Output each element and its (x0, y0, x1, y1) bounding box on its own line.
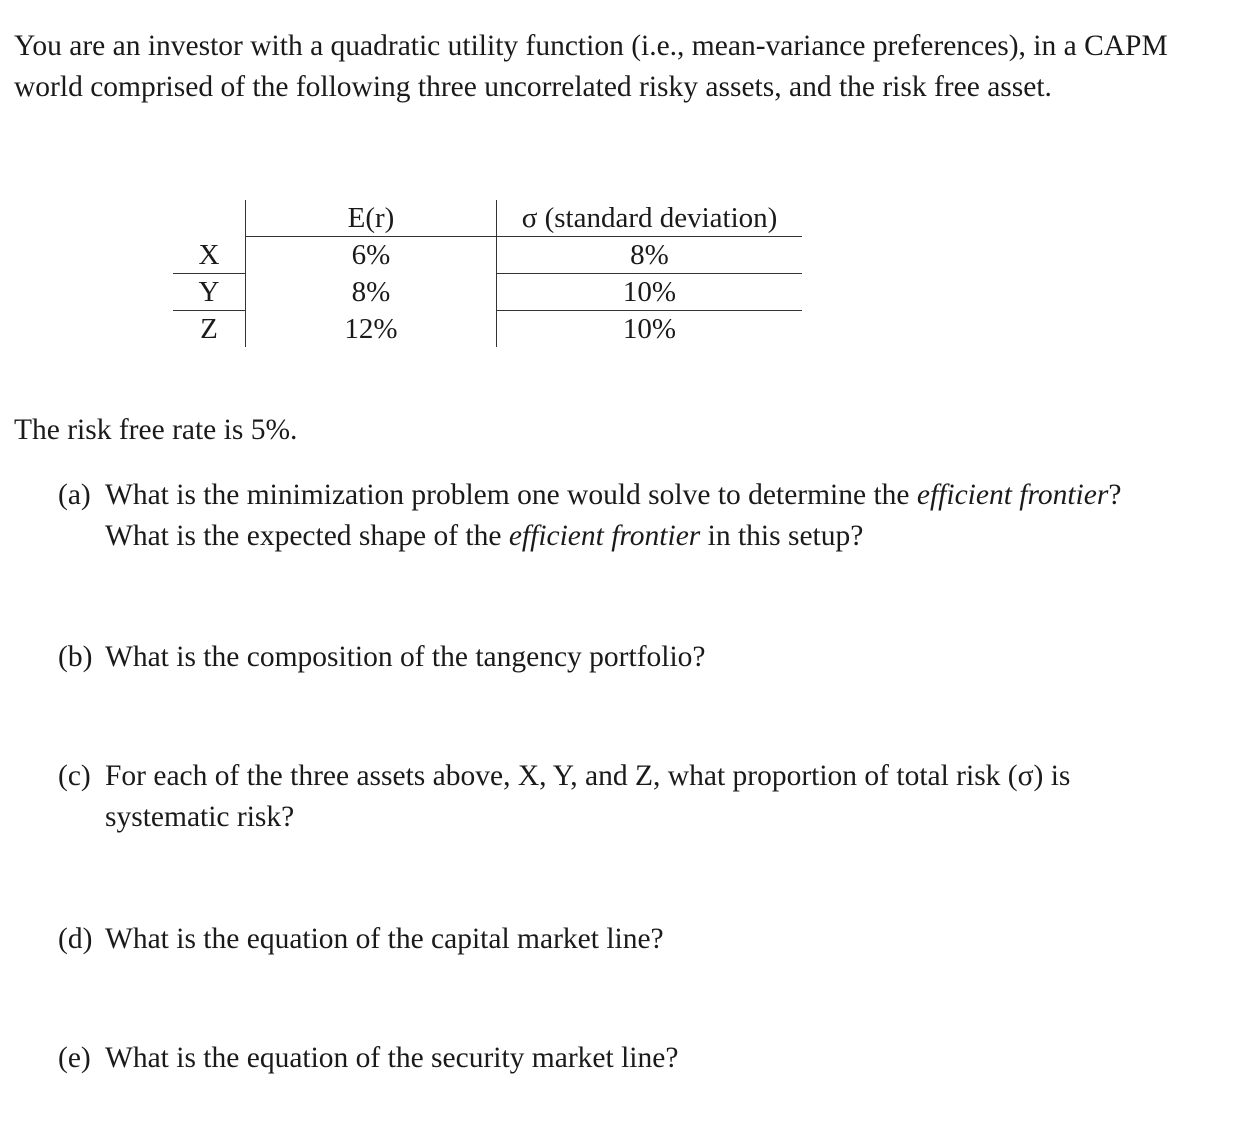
question-e-text: What is the equation of the security market line? (105, 1042, 679, 1074)
intro-paragraph (14, 26, 1229, 108)
question-c-line-1: For each of the three assets above, X, Y, and Z, what proportion of total risk (σ) is (105, 760, 1071, 792)
header-expected-return: E(r) (246, 200, 497, 237)
asset-std-dev: 8% (497, 237, 803, 274)
table-row (173, 311, 802, 348)
asset-name: X (173, 237, 246, 274)
risk-free-rate: The risk free rate is 5%. (14, 414, 298, 446)
question-a-line-2-post: in this setup? (700, 520, 864, 552)
question-e-label: (e) (58, 1042, 91, 1074)
header-std-dev: σ (standard deviation) (497, 200, 803, 237)
intro-line-2: world comprised of the following three uncorrelated risky assets, and the risk free asset. (14, 71, 1052, 103)
asset-name: Y (173, 274, 246, 311)
question-c-line-2: systematic risk? (105, 801, 295, 833)
question-a-line-2-emphasis: efficient frontier (508, 520, 701, 552)
asset-std-dev: 10% (497, 274, 803, 311)
question-b-label: (b) (58, 641, 93, 673)
header-asset (173, 200, 246, 237)
question-d-text: What is the equation of the capital market line? (105, 923, 664, 955)
asset-table (173, 200, 802, 347)
question-a-line-1-emphasis: efficient frontier (916, 479, 1109, 511)
question-d-label: (d) (58, 923, 93, 955)
asset-expected-return: 8% (246, 274, 497, 311)
asset-std-dev: 10% (622, 313, 677, 345)
asset-name: Z (173, 311, 246, 348)
question-d (58, 919, 1218, 960)
question-a-line-2 (58, 516, 1218, 557)
question-c-label: (c) (58, 760, 91, 792)
asset-expected-return: 6% (246, 237, 497, 274)
question-a-label: (a) (58, 479, 91, 511)
question-b-text: What is the composition of the tangency portfolio? (105, 641, 706, 673)
intro-line-1: You are an investor with a quadratic utility function (i.e., mean-variance preferences), in a CAPM (14, 30, 1168, 62)
question-a-line-1-pre: What is the minimization problem one would solve to determine the (105, 479, 917, 511)
table-row (173, 274, 802, 311)
question-a-line-1-post: ? (1108, 479, 1122, 511)
question-a (58, 475, 1218, 557)
table-row (173, 237, 802, 274)
question-e (58, 1038, 1218, 1079)
table-header-row (173, 200, 802, 237)
question-a-line-2-pre: What is the expected shape of the (105, 520, 509, 552)
asset-expected-return: 12% (246, 311, 497, 348)
question-c (58, 756, 1218, 838)
question-b (58, 637, 1218, 678)
